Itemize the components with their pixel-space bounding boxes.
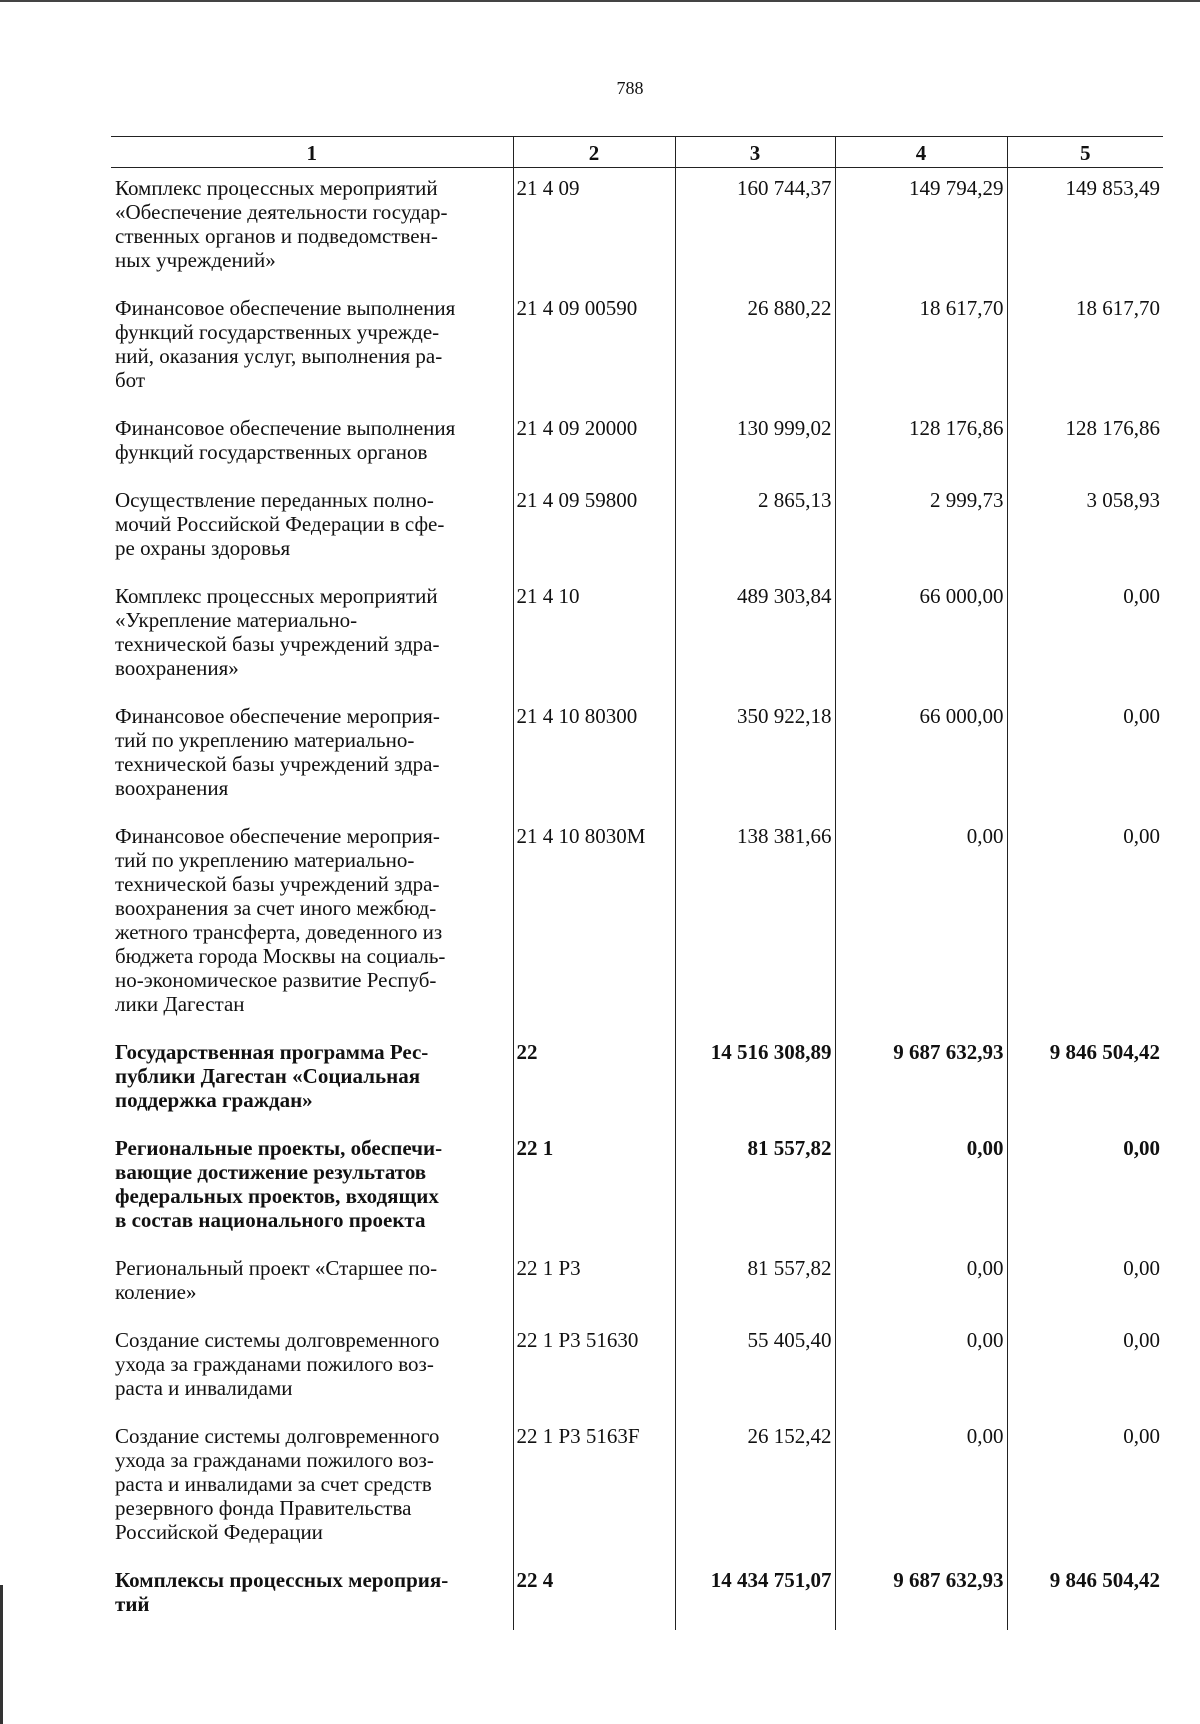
- column-header-3: 3: [675, 137, 835, 168]
- row-code: 22 1 P3: [513, 1246, 675, 1318]
- row-name: [111, 406, 513, 478]
- table-row: [111, 406, 1163, 478]
- row-name-line: воохранения: [115, 776, 229, 800]
- row-value-4: 0,00: [835, 1126, 1007, 1246]
- row-value-3: 160 744,37: [675, 168, 835, 287]
- row-name-line: поддержка граждан»: [115, 1088, 313, 1112]
- row-name-line: тий по укреплению материально-: [115, 728, 415, 752]
- row-value-4: 128 176,86: [835, 406, 1007, 478]
- row-name-line: ственных органов и подведомствен-: [115, 224, 438, 248]
- row-name-line: Финансовое обеспечение мероприя-: [115, 704, 440, 728]
- row-value-3: 81 557,82: [675, 1246, 835, 1318]
- table-row: [111, 1030, 1163, 1126]
- column-header-4: 4: [835, 137, 1007, 168]
- row-value-4: 149 794,29: [835, 168, 1007, 287]
- left-margin-line: [0, 1585, 3, 1724]
- row-name-line: технической базы учреждений здра-: [115, 872, 440, 896]
- row-name-line: но-экономическое развитие Респуб-: [115, 968, 437, 992]
- header-row: [111, 137, 1163, 168]
- row-value-4: 18 617,70: [835, 286, 1007, 406]
- row-code: 22: [513, 1030, 675, 1126]
- row-code: 22 1: [513, 1126, 675, 1246]
- row-name-line: технической базы учреждений здра-: [115, 752, 440, 776]
- row-value-4: 0,00: [835, 1318, 1007, 1414]
- row-value-4: 66 000,00: [835, 574, 1007, 694]
- row-name-line: функций государственных органов: [115, 440, 428, 464]
- row-code: 21 4 09: [513, 168, 675, 287]
- row-name: [111, 1318, 513, 1414]
- row-name-line: Создание системы долговременного: [115, 1328, 440, 1352]
- row-name: [111, 478, 513, 574]
- row-name-line: ухода за гражданами пожилого воз-: [115, 1448, 434, 1472]
- row-value-3: 14 516 308,89: [675, 1030, 835, 1126]
- row-name-line: Государственная программа Рес-: [115, 1040, 429, 1064]
- row-name-line: раста и инвалидами: [115, 1376, 293, 1400]
- table-row: [111, 814, 1163, 1030]
- row-value-5: 0,00: [1007, 694, 1163, 814]
- table-row: [111, 168, 1163, 287]
- top-border-line: [0, 0, 1200, 2]
- column-header-1: 1: [111, 137, 513, 168]
- table-row: [111, 478, 1163, 574]
- row-value-5: 18 617,70: [1007, 286, 1163, 406]
- column-header-2: 2: [513, 137, 675, 168]
- row-value-4: 66 000,00: [835, 694, 1007, 814]
- row-value-5: 0,00: [1007, 1126, 1163, 1246]
- row-value-3: 14 434 751,07: [675, 1558, 835, 1630]
- row-name-line: публики Дагестан «Социальная: [115, 1064, 421, 1088]
- column-header-5: 5: [1007, 137, 1163, 168]
- page-number: 788: [616, 78, 644, 98]
- row-name-line: Финансовое обеспечение мероприя-: [115, 824, 440, 848]
- row-code: 21 4 09 20000: [513, 406, 675, 478]
- row-name: [111, 574, 513, 694]
- row-value-4: 0,00: [835, 1414, 1007, 1558]
- table-row: [111, 1246, 1163, 1318]
- row-name-line: тий по укреплению материально-: [115, 848, 415, 872]
- row-value-3: 55 405,40: [675, 1318, 835, 1414]
- table-row: [111, 1558, 1163, 1630]
- row-name-line: бот: [115, 368, 146, 392]
- row-name-line: лики Дагестан: [115, 992, 245, 1016]
- row-value-5: 3 058,93: [1007, 478, 1163, 574]
- row-name-line: Комплексы процессных мероприя-: [115, 1568, 449, 1592]
- row-name: [111, 1246, 513, 1318]
- row-code: 22 1 P3 5163F: [513, 1414, 675, 1558]
- table-row: [111, 1318, 1163, 1414]
- row-value-4: 0,00: [835, 814, 1007, 1030]
- row-name-line: «Укрепление материально-: [115, 608, 358, 632]
- row-name-line: Финансовое обеспечение выполнения: [115, 416, 456, 440]
- row-code: 21 4 10: [513, 574, 675, 694]
- row-code: 22 1 P3 51630: [513, 1318, 675, 1414]
- row-value-3: 81 557,82: [675, 1126, 835, 1246]
- row-name-line: ухода за гражданами пожилого воз-: [115, 1352, 434, 1376]
- row-code: 21 4 10 80300: [513, 694, 675, 814]
- row-value-5: 0,00: [1007, 1318, 1163, 1414]
- table-row: [111, 574, 1163, 694]
- row-name-line: коление»: [115, 1280, 197, 1304]
- row-value-3: 130 999,02: [675, 406, 835, 478]
- row-value-4: 9 687 632,93: [835, 1558, 1007, 1630]
- row-value-5: 0,00: [1007, 814, 1163, 1030]
- row-name-line: ных учреждений»: [115, 248, 276, 272]
- row-value-4: 2 999,73: [835, 478, 1007, 574]
- row-name-line: Комплекс процессных мероприятий: [115, 176, 438, 200]
- row-value-3: 350 922,18: [675, 694, 835, 814]
- row-value-3: 138 381,66: [675, 814, 835, 1030]
- row-name-line: жетного трансферта, доведенного из: [115, 920, 443, 944]
- row-value-3: 26 880,22: [675, 286, 835, 406]
- row-name-line: вающие достижение результатов: [115, 1160, 427, 1184]
- row-name: [111, 1558, 513, 1630]
- row-name-line: резервного фонда Правительства: [115, 1496, 412, 1520]
- row-code: 21 4 09 59800: [513, 478, 675, 574]
- row-name-line: технической базы учреждений здра-: [115, 632, 440, 656]
- row-name-line: в состав национального проекта: [115, 1208, 426, 1232]
- budget-table: [111, 136, 1163, 1630]
- row-name-line: мочий Российской Федерации в сфе-: [115, 512, 445, 536]
- row-name-line: воохранения»: [115, 656, 239, 680]
- row-value-5: 149 853,49: [1007, 168, 1163, 287]
- row-name: [111, 1414, 513, 1558]
- row-name: [111, 168, 513, 287]
- row-name-line: Создание системы долговременного: [115, 1424, 440, 1448]
- row-code: 22 4: [513, 1558, 675, 1630]
- row-name-line: «Обеспечение деятельности государ-: [115, 200, 448, 224]
- row-name: [111, 694, 513, 814]
- row-name-line: функций государственных учрежде-: [115, 320, 440, 344]
- row-code: 21 4 10 8030M: [513, 814, 675, 1030]
- row-value-5: 0,00: [1007, 1246, 1163, 1318]
- row-value-5: 9 846 504,42: [1007, 1030, 1163, 1126]
- row-name-line: Региональные проекты, обеспечи-: [115, 1136, 443, 1160]
- row-name-line: Комплекс процессных мероприятий: [115, 584, 438, 608]
- row-name-line: федеральных проектов, входящих: [115, 1184, 439, 1208]
- table-row: [111, 1414, 1163, 1558]
- row-value-5: 9 846 504,42: [1007, 1558, 1163, 1630]
- row-name-line: ний, оказания услуг, выполнения ра-: [115, 344, 443, 368]
- row-value-3: 489 303,84: [675, 574, 835, 694]
- row-name: [111, 814, 513, 1030]
- row-name-line: Осуществление переданных полно-: [115, 488, 434, 512]
- row-value-4: 9 687 632,93: [835, 1030, 1007, 1126]
- row-name-line: Российской Федерации: [115, 1520, 323, 1544]
- row-name-line: раста и инвалидами за счет средств: [115, 1472, 432, 1496]
- row-value-5: 0,00: [1007, 1414, 1163, 1558]
- row-name: [111, 1126, 513, 1246]
- row-name-line: Региональный проект «Старшее по-: [115, 1256, 438, 1280]
- row-name-line: воохранения за счет иного межбюд-: [115, 896, 437, 920]
- row-value-5: 0,00: [1007, 574, 1163, 694]
- row-code: 21 4 09 00590: [513, 286, 675, 406]
- row-name: [111, 1030, 513, 1126]
- row-value-5: 128 176,86: [1007, 406, 1163, 478]
- row-name-line: тий: [115, 1592, 150, 1616]
- row-name-line: Финансовое обеспечение выполнения: [115, 296, 456, 320]
- table-body: [111, 168, 1163, 1631]
- table-row: [111, 1126, 1163, 1246]
- row-name-line: ре охраны здоровья: [115, 536, 291, 560]
- row-value-3: 2 865,13: [675, 478, 835, 574]
- row-value-4: 0,00: [835, 1246, 1007, 1318]
- table-row: [111, 286, 1163, 406]
- row-value-3: 26 152,42: [675, 1414, 835, 1558]
- row-name: [111, 286, 513, 406]
- table-row: [111, 694, 1163, 814]
- row-name-line: бюджета города Москвы на социаль-: [115, 944, 446, 968]
